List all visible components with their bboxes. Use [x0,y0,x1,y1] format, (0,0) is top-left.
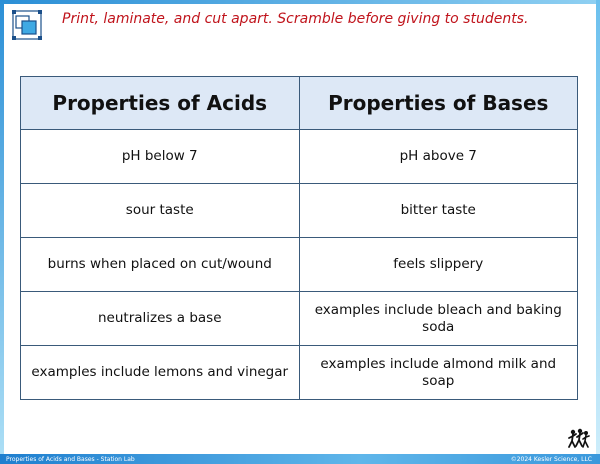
running-figures-icon [568,428,590,452]
base-property-cell: pH above 7 [299,130,578,184]
base-property-cell: feels slippery [299,238,578,292]
acid-property-cell: sour taste [21,184,300,238]
table-row [21,292,578,346]
header-acids: Properties of Acids [21,77,300,130]
table-header-row [21,77,578,130]
footer-bar [0,454,600,464]
table-row [21,238,578,292]
header-bases: Properties of Bases [299,77,578,130]
instruction-text: Print, laminate, and cut apart. Scramble before giving to students. [62,11,529,27]
base-property-cell: examples include bleach and baking soda [299,292,578,346]
frame-left-border [0,0,4,464]
acid-property-cell: pH below 7 [21,130,300,184]
acid-property-cell: examples include lemons and vinegar [21,346,300,400]
table-row [21,130,578,184]
table-row [21,184,578,238]
acid-property-cell: burns when placed on cut/wound [21,238,300,292]
footer-title: Properties of Acids and Bases - Station Lab [6,456,135,463]
frame-right-border [596,0,600,464]
footer-copyright: ©2024 Kesler Science, LLC [510,456,592,463]
cut-cards-icon [12,10,42,40]
base-property-cell: bitter taste [299,184,578,238]
acid-property-cell: neutralizes a base [21,292,300,346]
properties-table [20,76,578,400]
base-property-cell: examples include almond milk and soap [299,346,578,400]
table-row [21,346,578,400]
frame-top-border [0,0,600,4]
